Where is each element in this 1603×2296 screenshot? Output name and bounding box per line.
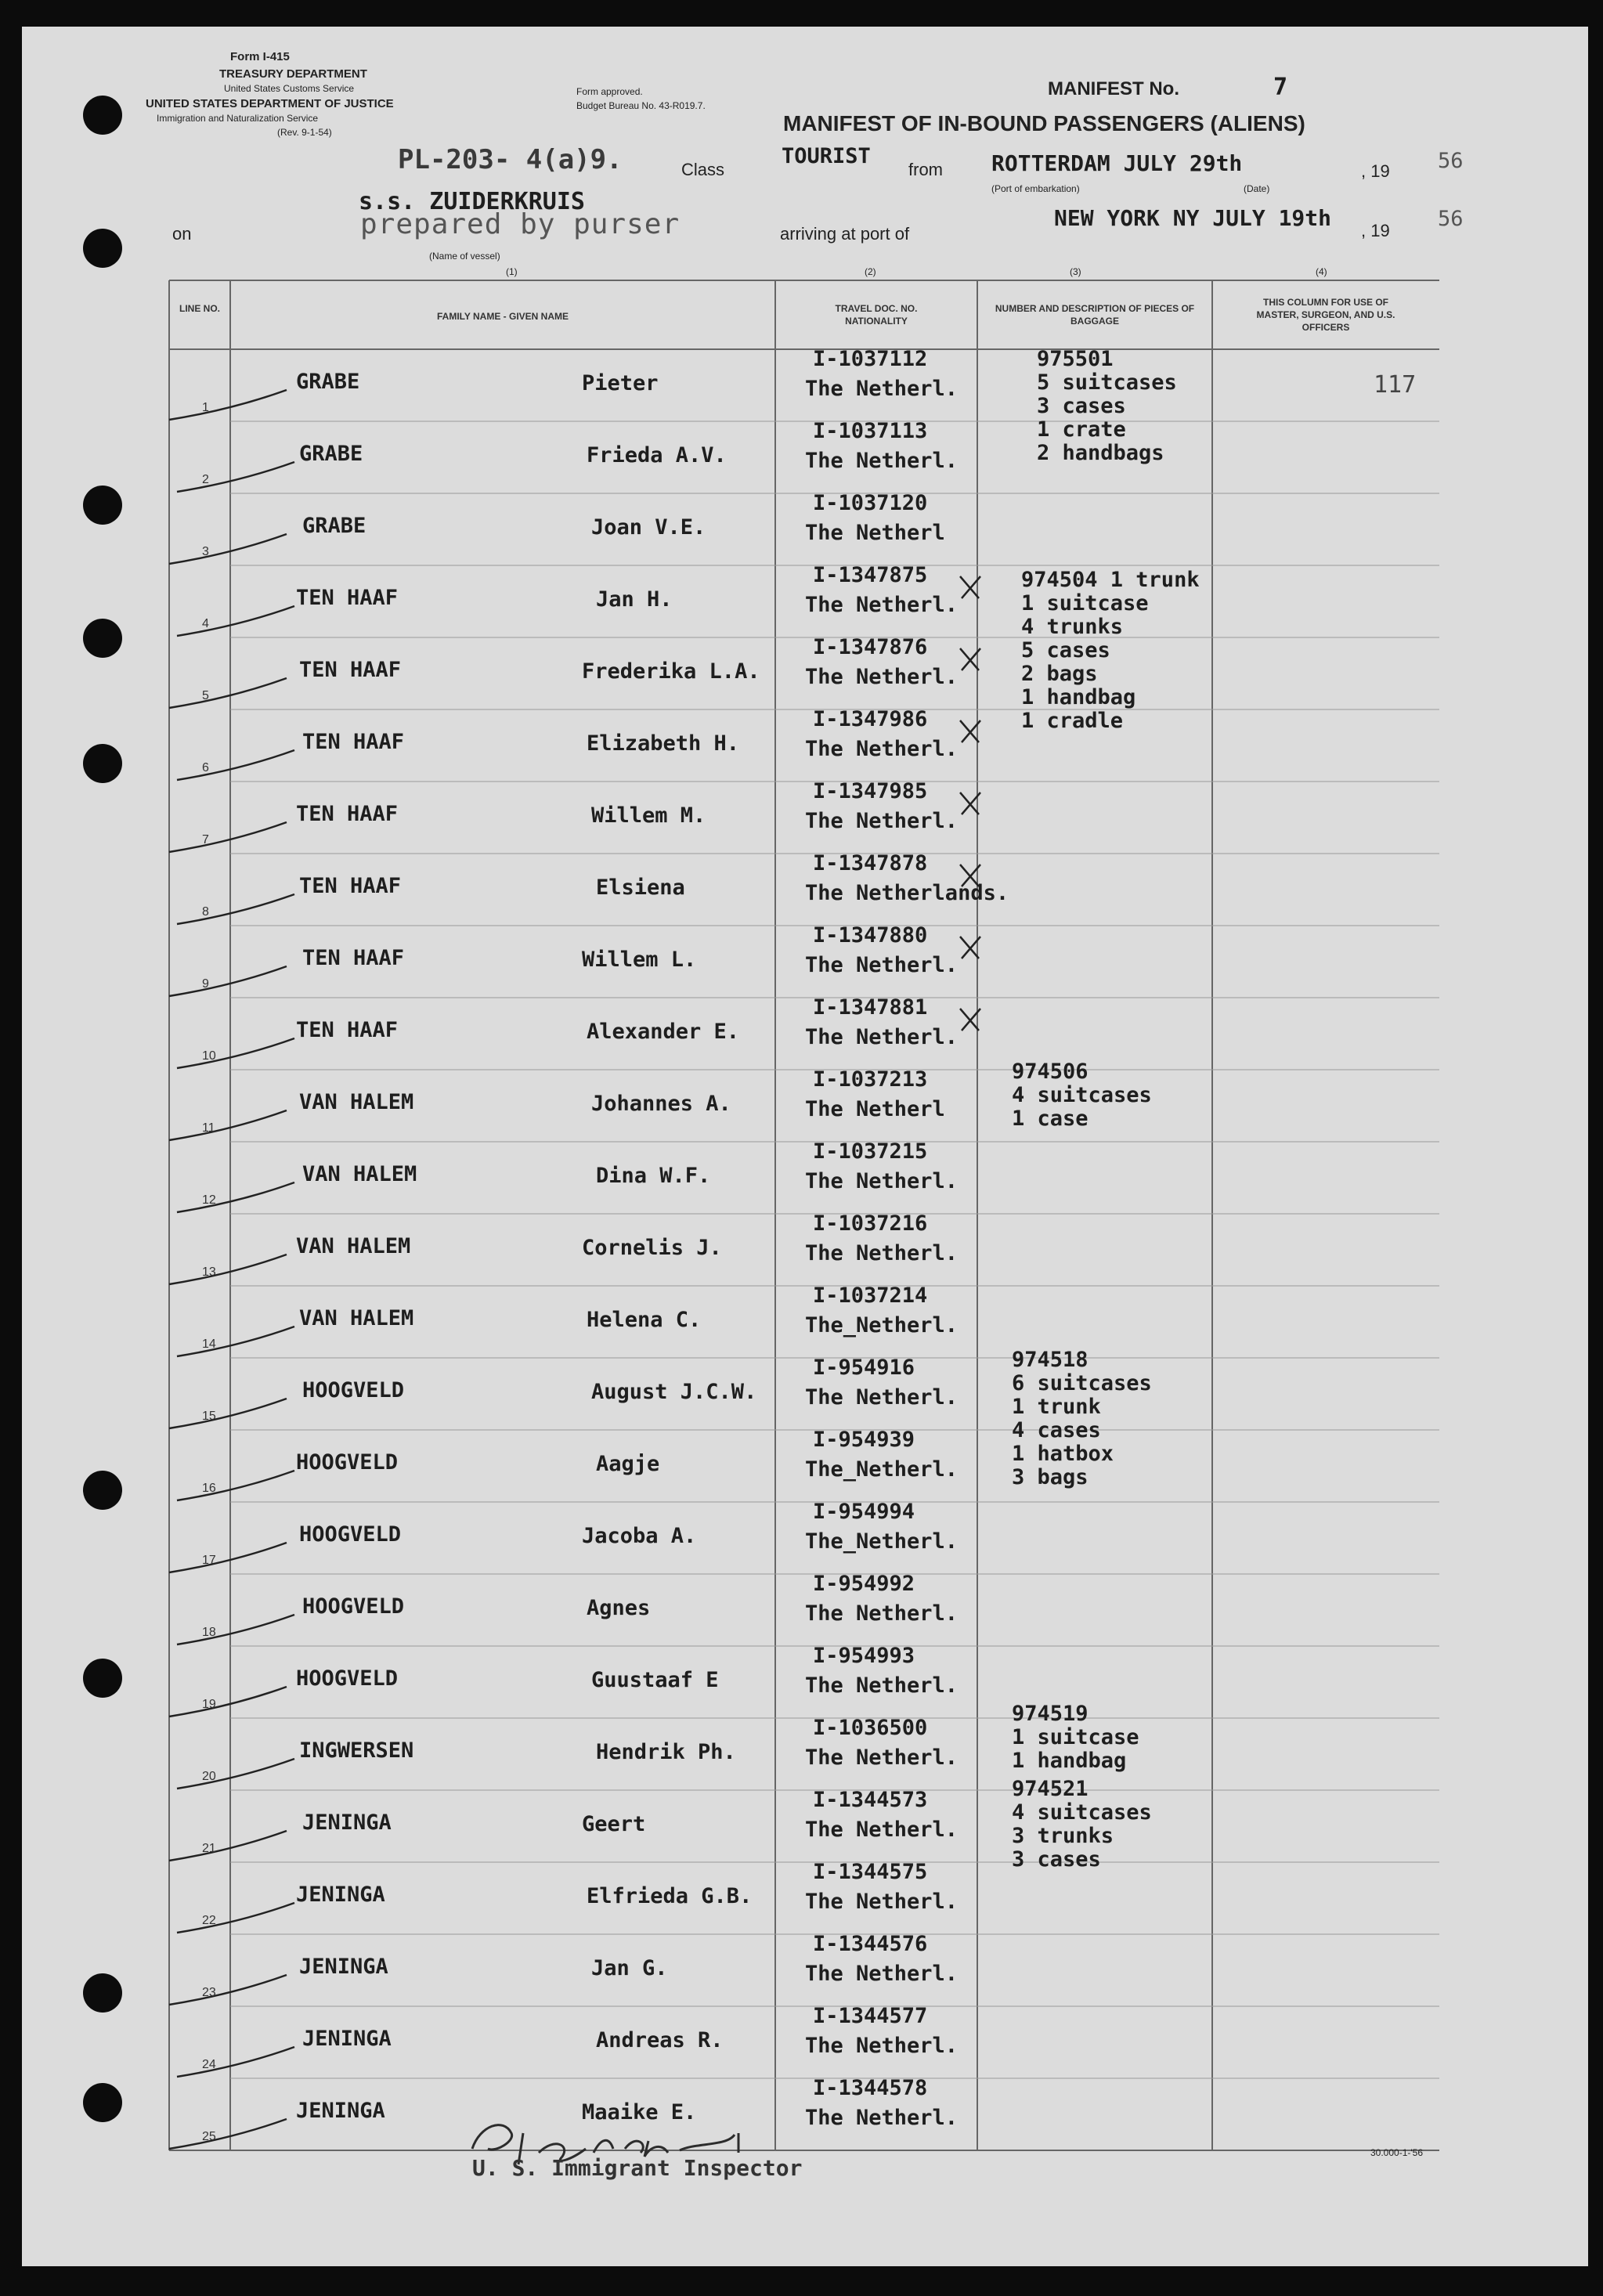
given-name: Helena C. xyxy=(587,1307,702,1332)
given-name: Elfrieda G.B. xyxy=(587,1883,753,1908)
check-mark xyxy=(169,1975,287,2005)
binder-hole xyxy=(83,1471,122,1510)
nationality: The Netherl. xyxy=(805,449,959,473)
prepared-by-stamp: prepared by purser xyxy=(360,208,681,240)
given-name: Jacoba A. xyxy=(582,1523,697,1548)
travel-doc-number: I-1037214 xyxy=(813,1283,928,1308)
line-number: 23 xyxy=(202,1986,216,1999)
given-name: Alexander E. xyxy=(587,1019,740,1044)
binder-hole xyxy=(83,96,122,135)
travel-doc-number: I-1347880 xyxy=(813,923,928,948)
nationality: The_Netherl. xyxy=(805,1529,959,1554)
on-label: on xyxy=(172,224,192,244)
line-number: 7 xyxy=(202,833,209,847)
baggage-entry: 974521 4 suitcases 3 trunks 3 cases xyxy=(1012,1777,1152,1872)
nationality: The Netherl xyxy=(805,521,945,545)
given-name: Guustaaf E xyxy=(591,1667,719,1692)
given-name: Agnes xyxy=(587,1595,651,1620)
given-name: Jan G. xyxy=(591,1955,668,1980)
nationality: The Netherl. xyxy=(805,377,959,401)
family-name: JENINGA xyxy=(299,1954,388,1979)
check-mark xyxy=(177,606,294,636)
baggage-entry: 975501 5 suitcases 3 cases 1 crate 2 handbags xyxy=(1037,347,1177,465)
family-name: JENINGA xyxy=(302,1810,392,1835)
line-number: 5 xyxy=(202,689,209,702)
nationality: The Netherl. xyxy=(805,1601,959,1626)
given-name: Cornelis J. xyxy=(582,1235,722,1260)
given-name: Maaike E. xyxy=(582,2099,697,2125)
inspector-label: U. S. Immigrant Inspector xyxy=(472,2155,803,2181)
year-label-2: , 19 xyxy=(1361,221,1390,240)
given-name: Elsiena xyxy=(596,875,685,900)
travel-doc-number: I-1347878 xyxy=(813,851,928,875)
travel-doc-number: I-1347985 xyxy=(813,779,928,803)
budget-bureau: Budget Bureau No. 43-R019.7. xyxy=(576,100,706,111)
nationality: The Netherlands. xyxy=(805,881,1009,905)
given-name: Pieter xyxy=(582,370,659,395)
vessel-name: s.s. ZUIDERKRUIS xyxy=(359,188,585,215)
check-mark xyxy=(177,750,294,780)
line-number: 6 xyxy=(202,761,209,774)
baggage-entry: 974519 1 suitcase 1 handbag xyxy=(1012,1702,1139,1773)
travel-doc-number: I-1347881 xyxy=(813,995,928,1020)
nationality: The Netherl. xyxy=(805,1169,959,1193)
port-of-embarkation: ROTTERDAM JULY 29th xyxy=(991,150,1243,176)
travel-doc-number: I-1347986 xyxy=(813,707,928,731)
given-name: August J.C.W. xyxy=(591,1379,757,1404)
check-mark xyxy=(177,1903,294,1933)
travel-doc-number: I-1347876 xyxy=(813,635,928,659)
line-number: 25 xyxy=(202,2130,216,2143)
line-number: 11 xyxy=(202,1121,215,1135)
nationality: The Netherl. xyxy=(805,665,959,689)
given-name: Willem M. xyxy=(591,803,706,828)
travel-doc-number: I-1347875 xyxy=(813,563,928,587)
check-mark xyxy=(169,822,287,852)
line-number: 14 xyxy=(202,1338,216,1351)
binder-hole xyxy=(83,2083,122,2122)
line-number: 16 xyxy=(202,1482,216,1495)
check-mark xyxy=(169,534,287,564)
col-header-travel: TRAVEL DOC. NO. NATIONALITY xyxy=(835,303,918,327)
arriving-label: arriving at port of xyxy=(780,224,910,244)
travel-doc-number: I-1344576 xyxy=(813,1932,928,1956)
form-number: Form I-415 xyxy=(230,50,290,63)
family-name: TEN HAAF xyxy=(296,801,399,826)
line-number: 24 xyxy=(202,2058,216,2071)
family-name: VAN HALEM xyxy=(302,1161,417,1186)
nationality: The Netherl. xyxy=(805,1385,959,1410)
col-header-line: LINE NO. xyxy=(179,303,220,314)
line-number: 18 xyxy=(202,1626,216,1639)
check-mark xyxy=(177,894,294,924)
nationality: The Netherl. xyxy=(805,2034,959,2058)
treasury-dept: TREASURY DEPARTMENT xyxy=(219,67,367,81)
check-mark xyxy=(177,462,294,492)
family-name: INGWERSEN xyxy=(299,1738,414,1763)
travel-doc-number: I-1037213 xyxy=(813,1067,928,1092)
line-number: 2 xyxy=(202,473,209,486)
customs-service: United States Customs Service xyxy=(224,83,355,94)
code-stamp: PL-203- 4(a)9. xyxy=(398,144,623,175)
check-mark xyxy=(177,1038,294,1068)
given-name: Frieda A.V. xyxy=(587,442,727,468)
line-number: 10 xyxy=(202,1049,216,1063)
family-name: TEN HAAF xyxy=(302,729,405,754)
family-name: VAN HALEM xyxy=(299,1305,414,1330)
from-label: from xyxy=(908,160,943,179)
travel-doc-number: I-954939 xyxy=(813,1428,915,1452)
nationality: The Netherl. xyxy=(805,1962,959,1986)
year-1: 56 xyxy=(1438,149,1464,173)
check-mark xyxy=(169,2119,287,2149)
baggage-entry: 974504 1 trunk 1 suitcase 4 trunks 5 cases 2 bags 1 handbag 1 cradle xyxy=(1021,568,1200,733)
nationality: The Netherl. xyxy=(805,1818,959,1842)
col-num-2: (2) xyxy=(865,266,876,277)
family-name: JENINGA xyxy=(302,2026,392,2051)
ins-service: Immigration and Naturalization Service xyxy=(157,113,319,124)
given-name: Hendrik Ph. xyxy=(596,1739,736,1764)
line-number: 19 xyxy=(202,1698,216,1711)
line-number: 22 xyxy=(202,1914,216,1927)
check-mark xyxy=(169,1831,287,1861)
check-mark xyxy=(177,1327,294,1356)
check-mark xyxy=(169,1254,287,1284)
travel-doc-number: I-1037216 xyxy=(813,1211,928,1236)
family-name: HOOGVELD xyxy=(296,1449,399,1475)
col-header-name: FAMILY NAME - GIVEN NAME xyxy=(436,311,569,322)
nationality: The Netherl. xyxy=(805,1890,959,1914)
check-mark xyxy=(177,1759,294,1789)
nationality: The Netherl. xyxy=(805,1241,959,1265)
footer-code: 30.000-1-'56 xyxy=(1370,2147,1424,2158)
family-name: JENINGA xyxy=(296,2098,385,2123)
check-mark xyxy=(169,390,287,420)
family-name: HOOGVELD xyxy=(296,1666,399,1691)
travel-doc-number: I-1037215 xyxy=(813,1139,928,1164)
col-num-4: (4) xyxy=(1316,266,1327,277)
family-name: VAN HALEM xyxy=(299,1089,414,1114)
revision: (Rev. 9-1-54) xyxy=(277,127,332,138)
class-value: TOURIST xyxy=(782,144,871,168)
manifest-no: 7 xyxy=(1273,74,1288,101)
year-label-1: , 19 xyxy=(1361,161,1390,181)
col-header-baggage: NUMBER AND DESCRIPTION OF PIECES OF BAGGAGE xyxy=(995,303,1195,327)
family-name: GRABE xyxy=(302,513,366,538)
family-name: TEN HAAF xyxy=(299,873,402,898)
manifest-page xyxy=(22,27,1588,2266)
nationality: The Netherl. xyxy=(805,953,959,977)
line-number: 4 xyxy=(202,617,209,630)
nationality: The Netherl. xyxy=(805,1673,959,1698)
given-name: Frederika L.A. xyxy=(582,659,760,684)
check-mark xyxy=(169,678,287,708)
manifest-no-label: MANIFEST No. xyxy=(1048,78,1179,99)
given-name: Elizabeth H. xyxy=(587,731,740,756)
given-name: Aagje xyxy=(596,1451,660,1476)
family-name: GRABE xyxy=(296,369,360,394)
check-mark xyxy=(177,1615,294,1644)
line-number: 3 xyxy=(202,545,209,558)
port-of-arrival: NEW YORK NY JULY 19th xyxy=(1054,205,1332,231)
check-mark xyxy=(169,1399,287,1428)
family-name: VAN HALEM xyxy=(296,1233,411,1258)
line-number: 13 xyxy=(202,1265,216,1279)
baggage-entry: 974506 4 suitcases 1 case xyxy=(1012,1060,1152,1131)
binder-hole xyxy=(83,619,122,658)
port-caption: (Port of embarkation) xyxy=(991,183,1080,194)
travel-doc-number: I-954916 xyxy=(813,1356,915,1380)
col-num-1: (1) xyxy=(506,266,518,277)
travel-doc-number: I-954992 xyxy=(813,1572,915,1596)
line-number: 9 xyxy=(202,977,209,991)
check-mark xyxy=(169,1110,287,1140)
nationality: The Netherl. xyxy=(805,1745,959,1770)
given-name: Willem L. xyxy=(582,947,697,972)
check-mark xyxy=(177,2047,294,2077)
travel-doc-number: I-1037112 xyxy=(813,347,928,371)
travel-doc-number: I-954993 xyxy=(813,1644,915,1668)
form-approved: Form approved. xyxy=(576,86,643,97)
given-name: Joan V.E. xyxy=(591,514,706,540)
binder-hole xyxy=(83,486,122,525)
nationality: The Netherl. xyxy=(805,737,959,761)
travel-doc-number: I-1344575 xyxy=(813,1860,928,1884)
nationality: The Netherl. xyxy=(805,1025,959,1049)
justice-dept: UNITED STATES DEPARTMENT OF JUSTICE xyxy=(146,97,394,110)
binder-hole xyxy=(83,1659,122,1698)
col-header-officers: THIS COLUMN FOR USE OF MASTER, SURGEON, AND U.S. OFFICERS xyxy=(1256,297,1395,333)
nationality: The Netherl. xyxy=(805,2106,959,2130)
travel-doc-number: I-1037113 xyxy=(813,419,928,443)
vessel-caption: (Name of vessel) xyxy=(429,251,500,262)
check-mark xyxy=(177,1471,294,1500)
given-name: Dina W.F. xyxy=(596,1163,711,1188)
nationality: The Netherl xyxy=(805,1097,945,1121)
check-mark xyxy=(169,1543,287,1572)
family-name: HOOGVELD xyxy=(299,1522,402,1547)
binder-hole xyxy=(83,744,122,783)
travel-doc-number: I-1037120 xyxy=(813,491,928,515)
family-name: TEN HAAF xyxy=(302,945,405,970)
given-name: Geert xyxy=(582,1811,646,1836)
given-name: Jan H. xyxy=(596,587,673,612)
col-num-3: (3) xyxy=(1070,266,1081,277)
line-number: 1 xyxy=(202,401,209,414)
family-name: TEN HAAF xyxy=(296,585,399,610)
binder-hole xyxy=(83,229,122,268)
manifest-title: MANIFEST OF IN-BOUND PASSENGERS (ALIENS) xyxy=(783,111,1305,135)
baggage-entry: 974518 6 suitcases 1 trunk 4 cases 1 hatbox 3 bags xyxy=(1012,1348,1152,1489)
check-mark xyxy=(169,966,287,996)
line-number: 8 xyxy=(202,905,209,919)
binder-hole xyxy=(83,1973,122,2013)
nationality: The Netherl. xyxy=(805,809,959,833)
given-name: Andreas R. xyxy=(596,2027,724,2052)
nationality: The Netherl. xyxy=(805,593,959,617)
nationality: The_Netherl. xyxy=(805,1313,959,1338)
family-name: HOOGVELD xyxy=(302,1377,405,1403)
family-name: TEN HAAF xyxy=(299,657,402,682)
line-number: 21 xyxy=(202,1842,216,1855)
year-2: 56 xyxy=(1438,207,1464,231)
family-name: GRABE xyxy=(299,441,363,466)
family-name: TEN HAAF xyxy=(296,1017,399,1042)
class-label: Class xyxy=(681,160,725,179)
travel-doc-number: I-1036500 xyxy=(813,1716,928,1740)
nationality: The_Netherl. xyxy=(805,1457,959,1482)
travel-doc-number: I-954994 xyxy=(813,1500,915,1524)
given-name: Johannes A. xyxy=(591,1091,731,1116)
travel-doc-number: I-1344578 xyxy=(813,2076,928,2100)
line-number: 17 xyxy=(202,1554,216,1567)
line-number: 12 xyxy=(202,1193,216,1207)
date-caption: (Date) xyxy=(1244,183,1270,194)
check-mark xyxy=(169,1687,287,1717)
line-number: 15 xyxy=(202,1410,216,1423)
line-number: 20 xyxy=(202,1770,216,1783)
travel-doc-number: I-1344577 xyxy=(813,2004,928,2028)
family-name: HOOGVELD xyxy=(302,1594,405,1619)
table-grid xyxy=(22,27,1588,2266)
travel-doc-number: I-1344573 xyxy=(813,1788,928,1812)
family-name: JENINGA xyxy=(296,1882,385,1907)
check-mark xyxy=(177,1182,294,1212)
margin-number: 117 xyxy=(1374,371,1417,399)
